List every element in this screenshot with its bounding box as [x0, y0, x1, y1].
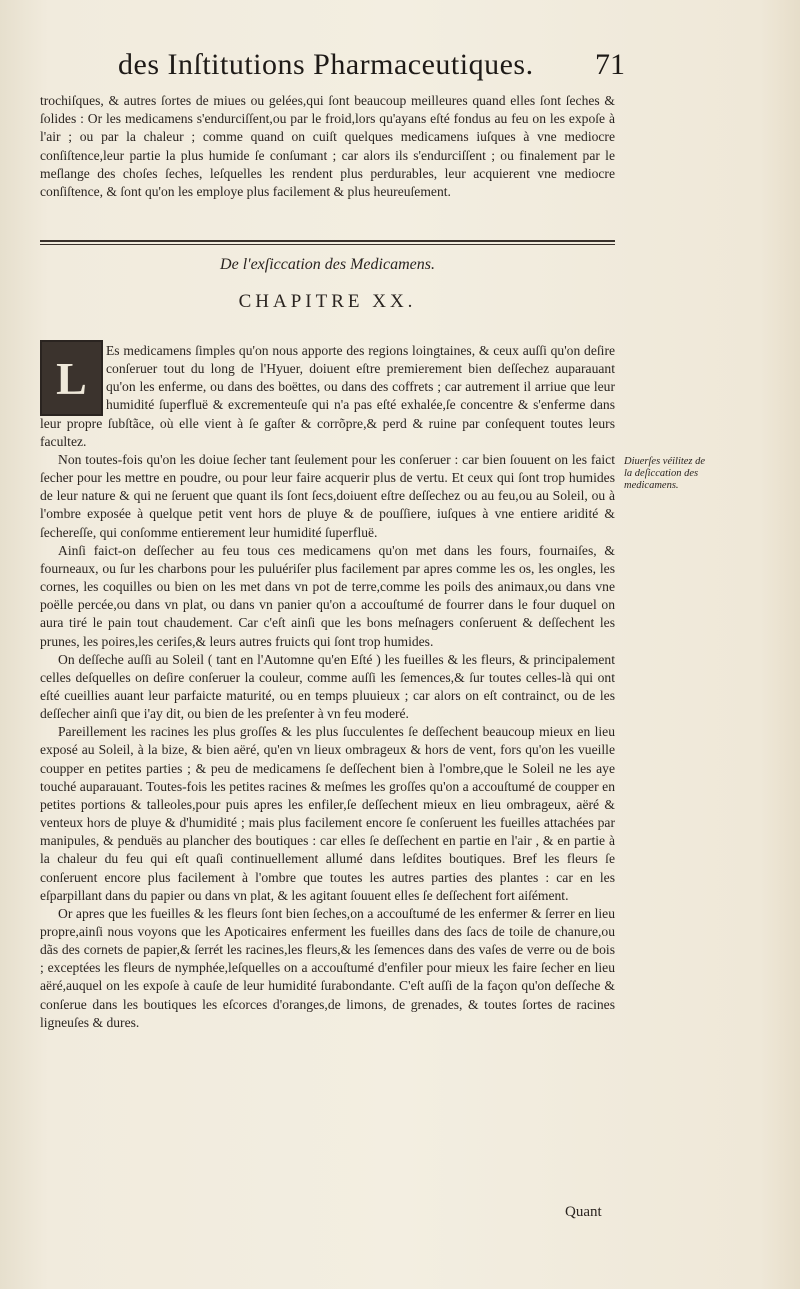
chapter-body [40, 342, 615, 1032]
paragraph-4: On deſſeche auſſi au Soleil ( tant en l'Automne qu'en Eſté ) les fueilles & les fleurs, & principalement celles deſquelles on deſire conſeruer la couleur, comme auſſi les ſemences,& ſur toutes celles-là qui ont eſté cueillies auant leur parfaicte maturité, ou en temps pluuieux ; car alors on eſt contrainct, ou de les deſſecher ainſi que i'ay dit, ou bien de les preſenter à vn feu moderé. [40, 651, 615, 722]
continued-text-block [40, 92, 615, 201]
drop-cap-initial: L [40, 340, 103, 416]
paragraph-5: Pareillement les racines les plus groſſes & les plus ſucculentes ſe deſſechent beaucoup mieux en lieu exposé au Soleil, à la bize, & bien aëré, qu'en vn lieux ombrageux & hors de vent, fors qu'on les vueille coupper en petites parties ; & peu de medicamens ſe deſſechent bien à l'ombre,que le Soleil ne les aye touché auparauant. Toutes-fois les petites racines & meſmes les groſſes qu'on a accouſtumé de coupper en petites portions & talleoles,pour puis apres les enfiler,ſe deſſechent mieux en lieu ombrageux, aëré & venteux hors de pluye & d'humidité ; mais plus facilement encore ſe conſeruent les fueilles attachées par manipules, & penduës au plancher des boutiques : car elles ſe deſſechent en partie en l'air , & en partie à la chaleur du feu qui eſt quaſi continuellement allumé dans leſdites boutiques. Bref les fleurs ſe conſeruent encore plus facilement à l'ombre que toutes les autres parties des plantes : car en les eſparpillant dans du papier ou dans vn plat, & les agitant ſouuent elles ſe deſſechent fort aiſément. [40, 724, 615, 903]
section-rule-thick [40, 240, 615, 242]
page-number: 71 [595, 48, 625, 81]
catchword: Quant [565, 1204, 602, 1220]
drop-cap-space [40, 342, 106, 414]
continued-paragraph: trochiſques, & autres ſortes de miues ou gelées,qui ſont beaucoup meilleures quand elles ſont ſeches & ſolides : Or les medicamens s'endurciſſent,ou par le froid,lors qu'ayans eſté fondus au feu on les expoſe à l'air ; ou par la chaleur ; comme quand on cuiſt quelques medicamens iuſques à vne mediocre conſiſtence,leur partie la plus humide ſe conſumant ; car alors ils s'endurciſſent ; ou finalement par le meſlange des choſes ſeches, leſquelles les rendent plus perdurables, leur acquierent vne mediocre conſiſtence, & ſont qu'on les employe plus facilement & plus heureuſement. [40, 93, 615, 200]
paragraph-1-text: Es medicamens ſimples qu'on nous apporte des regions loingtaines, & ceux auſſi qu'on deſire conſeruer tout du long de l'Hyuer, doiuent eſtre premierement bien deſſechez auparauant qu'on les enferme, ou dans des boëttes, ou dans des coffrets ; car autrement il arriue que leur humidité ſuperfluë & excrementeuſe qui n'a pas eſté exhalée,ſe concentre & s'enferme dans leur propre ſubſtãce, où elle vient à ſe gaſter & corrõpre,& perd & ruine par conſequent toutes leurs facultez. [40, 343, 615, 449]
margin-note: Diuerſes véilitez de la deſiccation des medicamens. [624, 456, 706, 491]
paragraph-1 [40, 342, 615, 451]
section-title: De l'exſiccation des Medicamens. [220, 256, 435, 273]
running-title: des Inſtitutions Pharmaceutiques. [118, 48, 534, 81]
paragraph-3: Ainſi faict-on deſſecher au feu tous ces medicamens qu'on met dans les fours, fournaiſes, & fourneaux, ou ſur les charbons pour les puluériſer plus facilement par apres comme les os, les ongles, les cornes, les coquilles ou bien on les met dans vn pot de terre,comme les poils des animaux,ou dans vne poëlle percée,ou dans vn plat, ou dans vn panier qu'on a accouſtumé de fourrer dans le four duquel on aura tiré le pain tout chaudement. Car c'eſt ainſi que les bons meſnagers conſeruent & deſſechent les prunes, les poires,les ceriſes,& leurs autres fruicts qui ſont trop humides. [40, 542, 615, 649]
paragraph-2: Non toutes-fois qu'on les doiue ſecher tant ſeulement pour les conſeruer : car bien ſouuent on les faict ſecher pour les mettre en poudre, ou pour leur faire acquerir plus de vertu. Et ceux qui ſont trop humides de leur nature & qui ne ſeruent que quant ils ſont ſecs,doiuent eſtre deſſechez ou au feu,ou au Soleil, ou à l'ombre exposée à quelque petit vent hors de pluye & de pouſſiere, iuſques à vne entiere aridité & ſechereſſe, qui conſomme entierement leur humidité ſuperfluë. [40, 451, 615, 540]
paragraph-6: Or apres que les fueilles & les fleurs ſont bien ſeches,on a accouſtumé de les enfermer & ſerrer en lieu propre,ainſi nous voyons que les Apoticaires enferment les fueilles dans des ſacs de toile de chanure,ou dãs des cornets de papier,& ſerrét les racines,les fleurs,& les ſemences dans des vaſes de verre ou de bois ; exceptées les fleurs de nymphée,leſquelles on a accouſtumé d'enfiler pour mieux les faire ſecher en lieu aëré,auquel on les expoſe à cauſe de leur humidité ſurabondante. C'eſt auſſi de la façon qu'on deſſeche & conſerue dans les boutiques les eſcorces d'oranges,de limons, de grenades, & toutes ſortes de racines ligneuſes & dures. [40, 905, 615, 1030]
chapter-heading: CHAPITRE XX. [238, 291, 417, 312]
section-rule-thin [40, 244, 615, 245]
